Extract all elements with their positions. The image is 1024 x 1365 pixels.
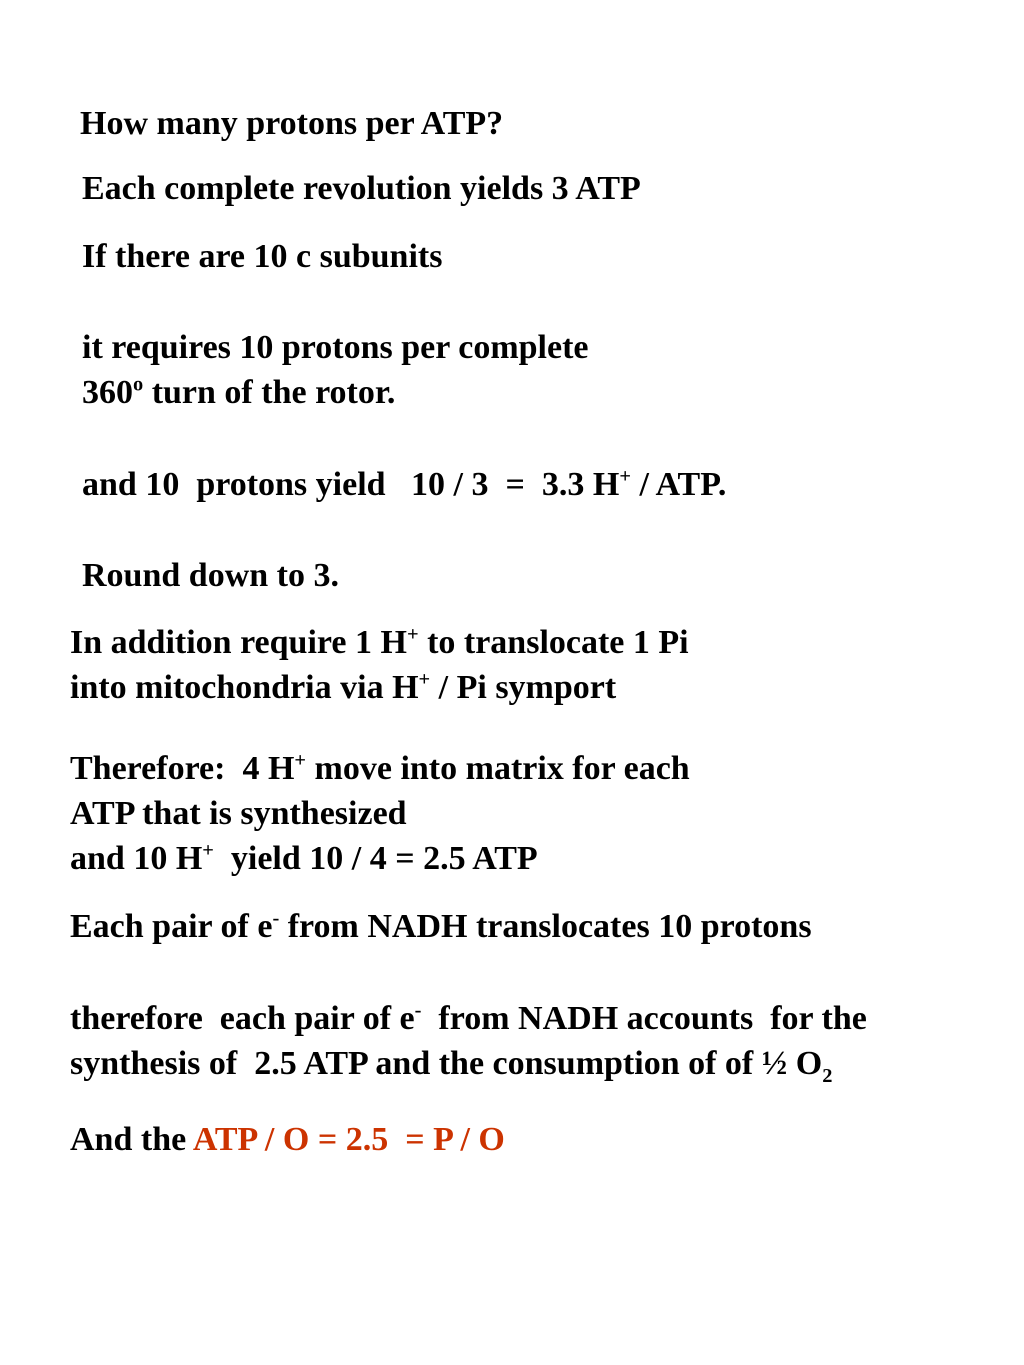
text-line xyxy=(70,905,812,949)
text-line xyxy=(82,554,339,598)
line-text: Round down to 3. xyxy=(82,557,339,594)
line-text: If there are 10 c subunits xyxy=(82,238,443,275)
text-line xyxy=(70,666,616,710)
atp-o-ratio-highlight: ATP / O = 2.5 = P / O xyxy=(192,1121,505,1158)
text-line xyxy=(82,371,395,415)
charge-superscript: + xyxy=(294,749,307,772)
line-text: ATP that is synthesized xyxy=(70,795,407,832)
conclusion-line xyxy=(70,1118,505,1162)
line-text: and 10 protons yield 10 / 3 = 3.3 H xyxy=(82,466,620,503)
line-text: move into matrix for each xyxy=(306,750,690,787)
text-line xyxy=(70,792,407,836)
line-text: In addition require 1 H xyxy=(70,624,407,661)
text-line xyxy=(70,997,867,1041)
line-text: / Pi symport xyxy=(430,669,617,706)
line-text: Each pair of e xyxy=(70,908,273,945)
charge-superscript: + xyxy=(406,623,419,646)
charge-superscript: + xyxy=(202,839,214,862)
text-line xyxy=(70,1042,832,1086)
line-text: Therefore: 4 H xyxy=(70,750,295,787)
charge-superscript: + xyxy=(619,465,631,488)
text-line xyxy=(70,747,690,791)
text-line xyxy=(82,326,589,370)
heading-question xyxy=(80,102,503,146)
degree-superscript: o xyxy=(133,373,144,396)
line-text: to translocate 1 Pi xyxy=(418,624,689,661)
line-text: 360 xyxy=(82,374,133,411)
oxygen-subscript: 2 xyxy=(822,1064,833,1087)
charge-superscript: - xyxy=(414,999,422,1022)
line-text: Each complete revolution yields 3 ATP xyxy=(82,170,641,207)
text-line xyxy=(82,235,442,279)
text-line xyxy=(82,463,726,507)
line-text: from NADH translocates 10 protons xyxy=(279,908,812,945)
text-line xyxy=(82,167,641,211)
text-line xyxy=(70,837,538,881)
line-text: from NADH accounts for the xyxy=(421,1000,867,1037)
line-text: therefore each pair of e xyxy=(70,1000,415,1037)
line-text: yield 10 / 4 = 2.5 ATP xyxy=(213,840,538,877)
line-text: synthesis of 2.5 ATP and the consumption of of ½ O xyxy=(70,1045,823,1082)
charge-superscript: + xyxy=(418,668,431,691)
charge-superscript: - xyxy=(272,907,280,930)
line-text: And the xyxy=(70,1121,193,1158)
line-text: turn of the rotor. xyxy=(143,374,396,411)
line-text: / ATP. xyxy=(630,466,727,503)
text-line xyxy=(70,621,689,665)
line-text: How many protons per ATP? xyxy=(80,105,504,142)
line-text: and 10 H xyxy=(70,840,203,877)
line-text: into mitochondria via H xyxy=(70,669,419,706)
line-text: it requires 10 protons per complete xyxy=(82,329,589,366)
